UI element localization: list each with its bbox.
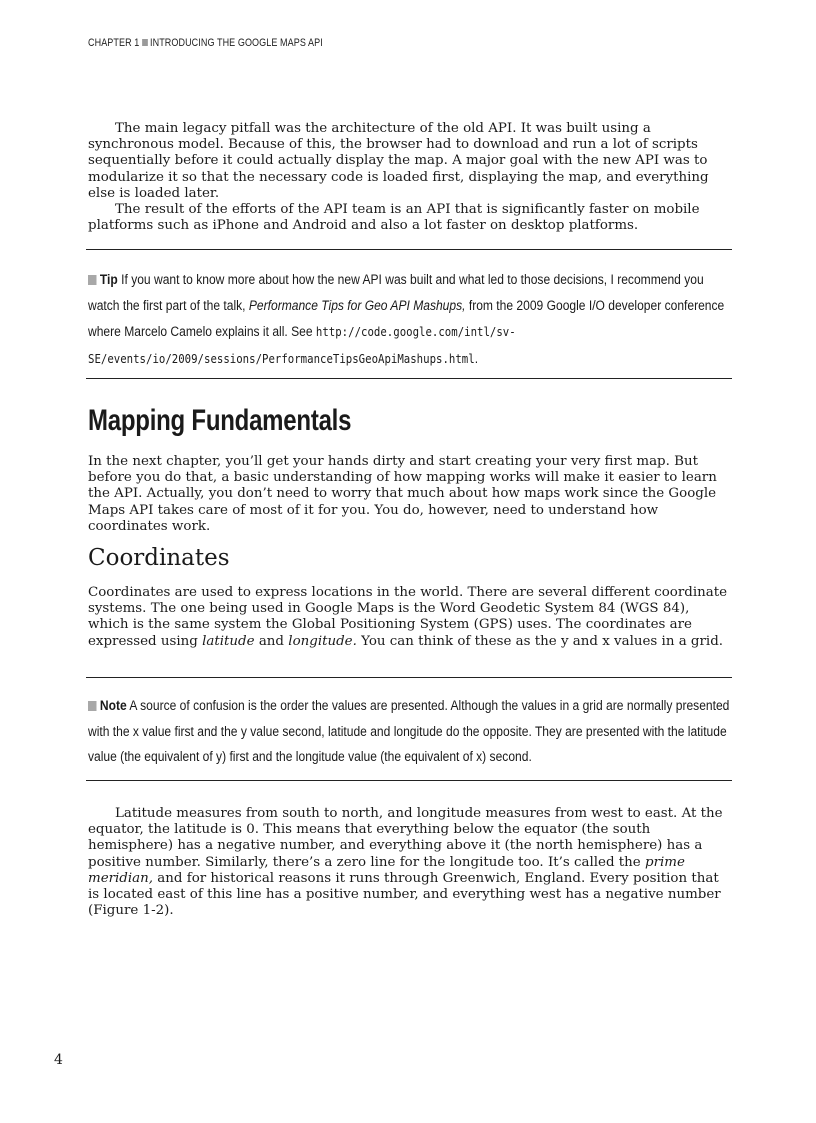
text-run: and: [258, 633, 285, 649]
tip-label: Tip: [99, 272, 118, 288]
square-bullet-icon: [88, 701, 97, 711]
tip-period: .: [474, 350, 479, 367]
chapter-title: INTRODUCING THE GOOGLE MAPS API: [150, 37, 323, 49]
section-text: [88, 454, 731, 535]
text-run: Coordinates are used to express locations in the world. There are several different coordinate systems. The one being used in Google Maps is the Word Geodetic System 84 (WGS 84), which is the same system the Global Positioning System (GPS) uses. The coordinates are expressed using: [88, 585, 728, 649]
section-heading: Mapping Fundamentals: [88, 404, 352, 437]
text-run: Latitude measures from south to north, and longitude measures from west to east. At the equator, the latitude is 0. This means that everything below the equator (the south hemisphere) has a negative number, and everything above it (the north hemisphere) has a positive number. Similarly, there’s a zero line for the longitude too. It’s called the: [88, 806, 723, 870]
running-header: [88, 37, 323, 49]
divider: [86, 677, 732, 678]
chapter-number: CHAPTER 1: [88, 37, 140, 49]
divider: [86, 780, 732, 781]
emphasis: prime meridian,: [88, 854, 685, 886]
divider: [86, 378, 732, 379]
tip-text: If you want to know more about how the new API was built and what led to those decisions, I recommend you watch the first part of the talk,: [88, 272, 704, 314]
emphasis: latitude: [202, 633, 255, 649]
note-callout: [88, 694, 734, 771]
paragraph: [88, 806, 731, 919]
page-number: 4: [54, 1052, 63, 1068]
paragraph: [88, 585, 731, 650]
tip-url-link[interactable]: http://code.google.com/intl/sv-SE/events/io/2009/sessions/PerformanceTipsGeoApiMashups.html: [88, 324, 516, 366]
square-bullet-icon: [88, 275, 97, 285]
talk-title: Performance Tips for Geo API Mashups,: [248, 297, 466, 314]
paragraph: The main legacy pitfall was the architecture of the old API. It was built using a synchronous model. Because of this, the browser had to download and run a lot of scripts sequentially before it could actually display the map. A major goal with the new API was to modularize it so that the necessary code is loaded first, displaying the map, and everything else is loaded later.: [88, 121, 709, 201]
coordinates-text: [88, 585, 731, 650]
tip-callout: [88, 268, 734, 372]
text-run: You can think of these as the y and x values in a grid.: [361, 633, 724, 649]
text-run: and for historical reasons it runs through Greenwich, England. Every position that is located east of this line has a positive number, and everything west has a negative number (Figure 1-2).: [88, 870, 721, 919]
closing-text: [88, 806, 731, 919]
divider: [86, 249, 732, 250]
paragraph: In the next chapter, you’ll get your hands dirty and start creating your very first map. But before you do that, a basic understanding of how mapping works will make it easier to learn the API. Actually, you don’t need to worry that much about how maps work since the Google Maps API takes care of most of it for you. You do, however, need to understand how coordinates work.: [88, 454, 717, 534]
note-text: A source of confusion is the order the values are presented. Although the values in a grid are normally presented with the x value first and the y value second, latitude and longitude do the opposite. They are presented with the latitude value (the equivalent of y) first and the longitude value (the equivalent of x) second.: [88, 698, 730, 765]
emphasis: longitude.: [288, 633, 357, 649]
intro-text: [88, 121, 731, 234]
note-label: Note: [99, 698, 127, 714]
square-bullet-icon: [142, 39, 148, 46]
paragraph: The result of the efforts of the API team is an API that is significantly faster on mobile platforms such as iPhone and Android and also a lot faster on desktop platforms.: [88, 202, 700, 234]
subsection-heading: Coordinates: [88, 545, 230, 571]
tip-text: from the 2009 Google I/O developer conference where Marcelo Camelo explains it all. See: [88, 297, 725, 340]
